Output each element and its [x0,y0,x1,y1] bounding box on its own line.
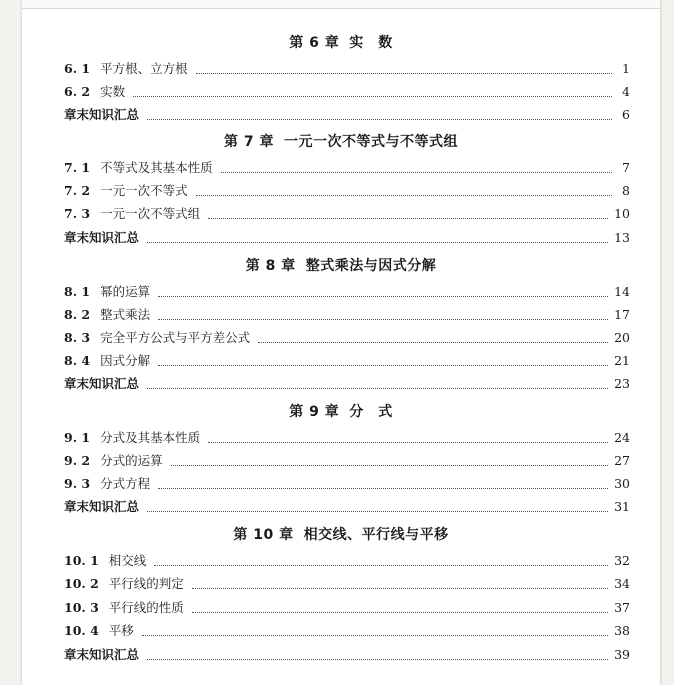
chapter-number: 第 7 章 [224,134,274,150]
section-title: 平行线的性质 [108,600,184,615]
toc-entry[interactable] [64,329,630,347]
section-title: 一元一次不等式 [100,183,188,198]
page-number: 20 [614,330,630,345]
section-number: 7. 3 [64,206,91,221]
toc-entry[interactable] [64,159,630,177]
page-number: 24 [614,430,630,445]
chapter-number: 第 8 章 [245,258,296,274]
dot-leader [258,341,608,343]
page-number: 1 [622,61,630,76]
section-title: 分式方程 [100,476,151,491]
section-title: 幂的运算 [100,284,151,299]
section-title: 分式及其基本性质 [100,430,201,445]
section-number: 8. 4 [64,353,91,368]
page-number: 7 [622,160,630,175]
chapter-name: 相交线、平行线与平移 [303,527,449,543]
page-number: 10 [614,206,630,221]
toc-entry[interactable] [64,475,630,493]
dot-leader [208,441,608,443]
page-number: 34 [614,576,630,591]
section-title: 实数 [100,84,126,99]
section-title: 章末知识汇总 [64,499,140,514]
toc-entry[interactable] [64,452,630,470]
dot-leader [154,564,608,566]
section-title: 章末知识汇总 [64,647,140,662]
toc-entry[interactable] [64,599,630,617]
page-number: 8 [622,183,630,198]
dot-leader [147,658,608,660]
toc-entry[interactable] [64,60,630,78]
section-title: 平行线的判定 [108,576,184,591]
section-number: 9. 2 [64,453,91,468]
chapter-number: 第 9 章 [289,404,340,420]
toc-entry-summary[interactable] [64,106,630,124]
section-number: 8. 2 [64,307,91,322]
section-title: 章末知识汇总 [64,107,140,122]
page-number: 30 [614,476,630,491]
chapter-name: 一元一次不等式与不等式组 [284,134,458,150]
toc-entry[interactable] [64,352,630,370]
section-title: 分式的运算 [100,453,163,468]
section-number: 6. 1 [64,61,91,76]
toc-entry[interactable] [64,552,630,570]
dot-leader [221,171,612,173]
chapter-name: 整式乘法与因式分解 [305,258,437,274]
page-number: 27 [614,453,630,468]
dot-leader [158,318,608,320]
chapter-name: 分 式 [349,404,393,420]
section-title: 章末知识汇总 [64,230,140,245]
dot-leader [192,587,608,589]
page-number: 6 [622,107,630,122]
page-number: 39 [614,647,630,662]
toc-entry[interactable] [64,205,630,223]
dot-leader [208,217,608,219]
section-number: 9. 3 [64,476,91,491]
section-title: 平方根、立方根 [100,61,188,76]
toc-entry-summary[interactable] [64,498,630,516]
chapter-heading[interactable] [22,402,660,422]
section-title: 整式乘法 [100,307,151,322]
dot-leader [142,634,608,636]
page-number: 14 [614,284,630,299]
toc-entry-summary[interactable] [64,229,630,247]
toc-entry[interactable] [64,429,630,447]
dot-leader [158,295,608,297]
chapter-number: 第 10 章 [233,527,294,543]
chapter-name: 实 数 [349,35,393,51]
dot-leader [192,611,608,613]
section-number: 8. 3 [64,330,91,345]
page-number: 17 [614,307,630,322]
previous-page-edge [22,0,660,9]
dot-leader [147,118,612,120]
section-title: 一元一次不等式组 [100,206,201,221]
dot-leader [147,241,608,243]
chapter-heading[interactable] [22,33,660,53]
chapter-heading[interactable] [22,256,660,276]
section-number: 6. 2 [64,84,91,99]
section-title: 因式分解 [100,353,151,368]
toc-entry[interactable] [64,182,630,200]
toc-entry-summary[interactable] [64,646,630,664]
section-number: 7. 2 [64,183,91,198]
chapter-heading[interactable] [22,525,660,545]
section-title: 平移 [108,623,134,638]
section-number: 8. 1 [64,284,91,299]
section-title: 不等式及其基本性质 [100,160,213,175]
section-number: 10. 2 [64,576,99,591]
page-number: 23 [614,376,630,391]
document-page [22,0,660,685]
section-number: 10. 3 [64,600,99,615]
dot-leader [196,72,612,74]
section-number: 9. 1 [64,430,91,445]
toc-entry[interactable] [64,575,630,593]
page-number: 32 [614,553,630,568]
section-title: 章末知识汇总 [64,376,140,391]
section-number: 10. 1 [64,553,99,568]
dot-leader [147,387,608,389]
toc-entry-summary[interactable] [64,375,630,393]
chapter-number: 第 6 章 [289,35,340,51]
toc-entry[interactable] [64,306,630,324]
page-number: 31 [614,499,630,514]
dot-leader [158,364,608,366]
section-title: 完全平方公式与平方差公式 [100,330,251,345]
section-title: 相交线 [108,553,147,568]
toc-entry[interactable] [64,622,630,640]
page-number: 37 [614,600,630,615]
dot-leader [147,510,608,512]
page-number: 38 [614,623,630,638]
toc-entry[interactable] [64,283,630,301]
chapter-heading[interactable] [22,132,660,152]
toc-entry[interactable] [64,83,630,101]
page-number: 13 [614,230,630,245]
dot-leader [171,464,608,466]
section-number: 10. 4 [64,623,99,638]
dot-leader [196,194,612,196]
dot-leader [158,487,608,489]
section-number: 7. 1 [64,160,91,175]
page-number: 21 [614,353,630,368]
dot-leader [133,95,612,97]
page-number: 4 [622,84,630,99]
